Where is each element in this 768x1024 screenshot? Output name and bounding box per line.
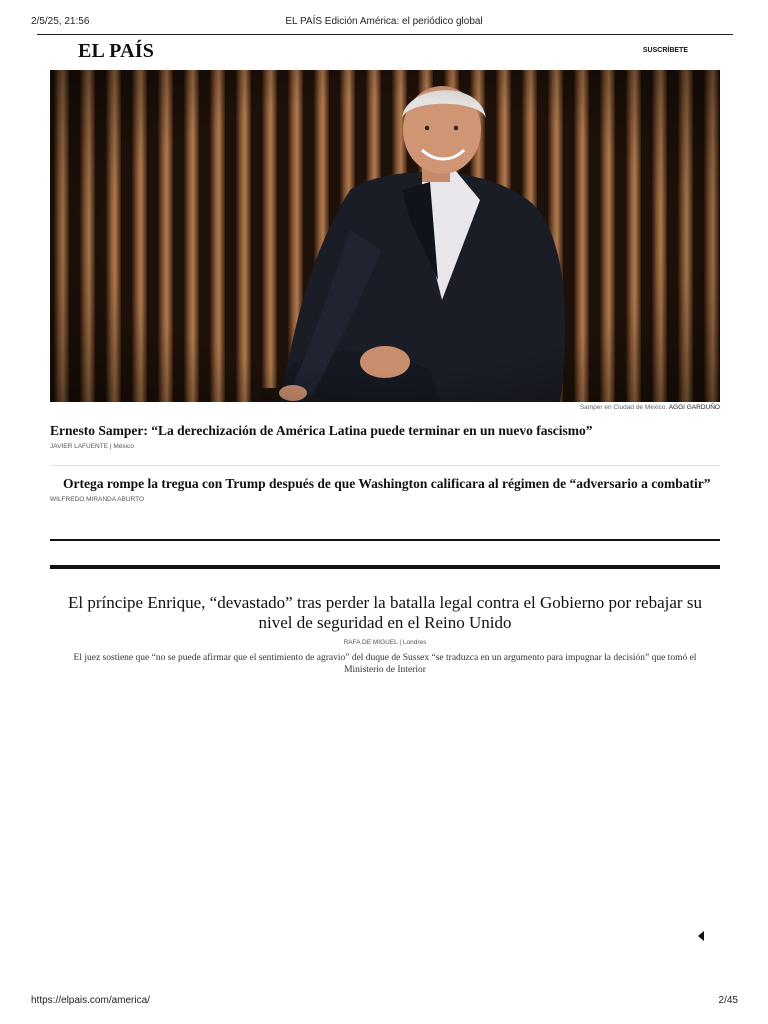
story-divider (50, 465, 720, 466)
print-datetime: 2/5/25, 21:56 (31, 16, 90, 27)
section-rule-thin (50, 539, 720, 541)
print-url: https://elpais.com/america/ (31, 995, 150, 1006)
print-footer (0, 995, 768, 1009)
print-page-number: 2/45 (718, 995, 738, 1006)
subscribe-link[interactable]: SUSCRÍBETE (642, 47, 688, 54)
hero-caption (50, 404, 720, 411)
caption-text: Samper en Ciudad de México. (579, 404, 668, 411)
hero-photo-illustration (50, 70, 720, 402)
triangle-left-icon[interactable] (698, 931, 704, 941)
print-header (0, 16, 768, 30)
story-headline[interactable]: El príncipe Enrique, “devastado” tras perder la batalla legal contra el Gobierno por rebajar su nivel de seguridad en el Reino Unido (68, 593, 702, 632)
story-headline[interactable]: Ortega rompe la tregua con Trump después de que Washington calificara al régimen de “adversario a combatir” (63, 476, 711, 491)
story-samper (50, 423, 720, 450)
site-header (37, 34, 733, 67)
site-logo[interactable]: EL PAÍS (78, 40, 155, 62)
story-byline: RAFA DE MIGUEL | Londres (343, 639, 427, 646)
story-ortega (50, 476, 720, 503)
story-prince-harry (50, 593, 720, 676)
story-byline: JAVIER LAFUENTE | México (50, 443, 134, 450)
story-headline[interactable]: Ernesto Samper: “La derechización de América Latina puede terminar en un nuevo fascismo” (50, 423, 593, 438)
section-rule-thick (50, 565, 720, 569)
hero-photo[interactable] (50, 70, 720, 402)
byline-author[interactable]: RAFA DE MIGUEL (343, 639, 398, 646)
byline-author[interactable]: WILFREDO MIRANDA ABURTO (50, 496, 145, 503)
print-document-title: EL PAÍS Edición América: el periódico global (285, 16, 483, 27)
byline-location: México (113, 443, 134, 450)
story-byline (50, 496, 720, 503)
byline-location: Londres (402, 639, 427, 646)
story-summary: El juez sostiene que “no se puede afirmar que el sentimiento de agravio” del duque de Sussex “se traduzca en un argumento para impugnar la decisión” que tomó el Ministerio de Interior (73, 653, 697, 675)
byline-author[interactable]: JAVIER LAFUENTE (50, 443, 109, 450)
photo-credit: AGGI GARDUÑO (668, 404, 720, 411)
